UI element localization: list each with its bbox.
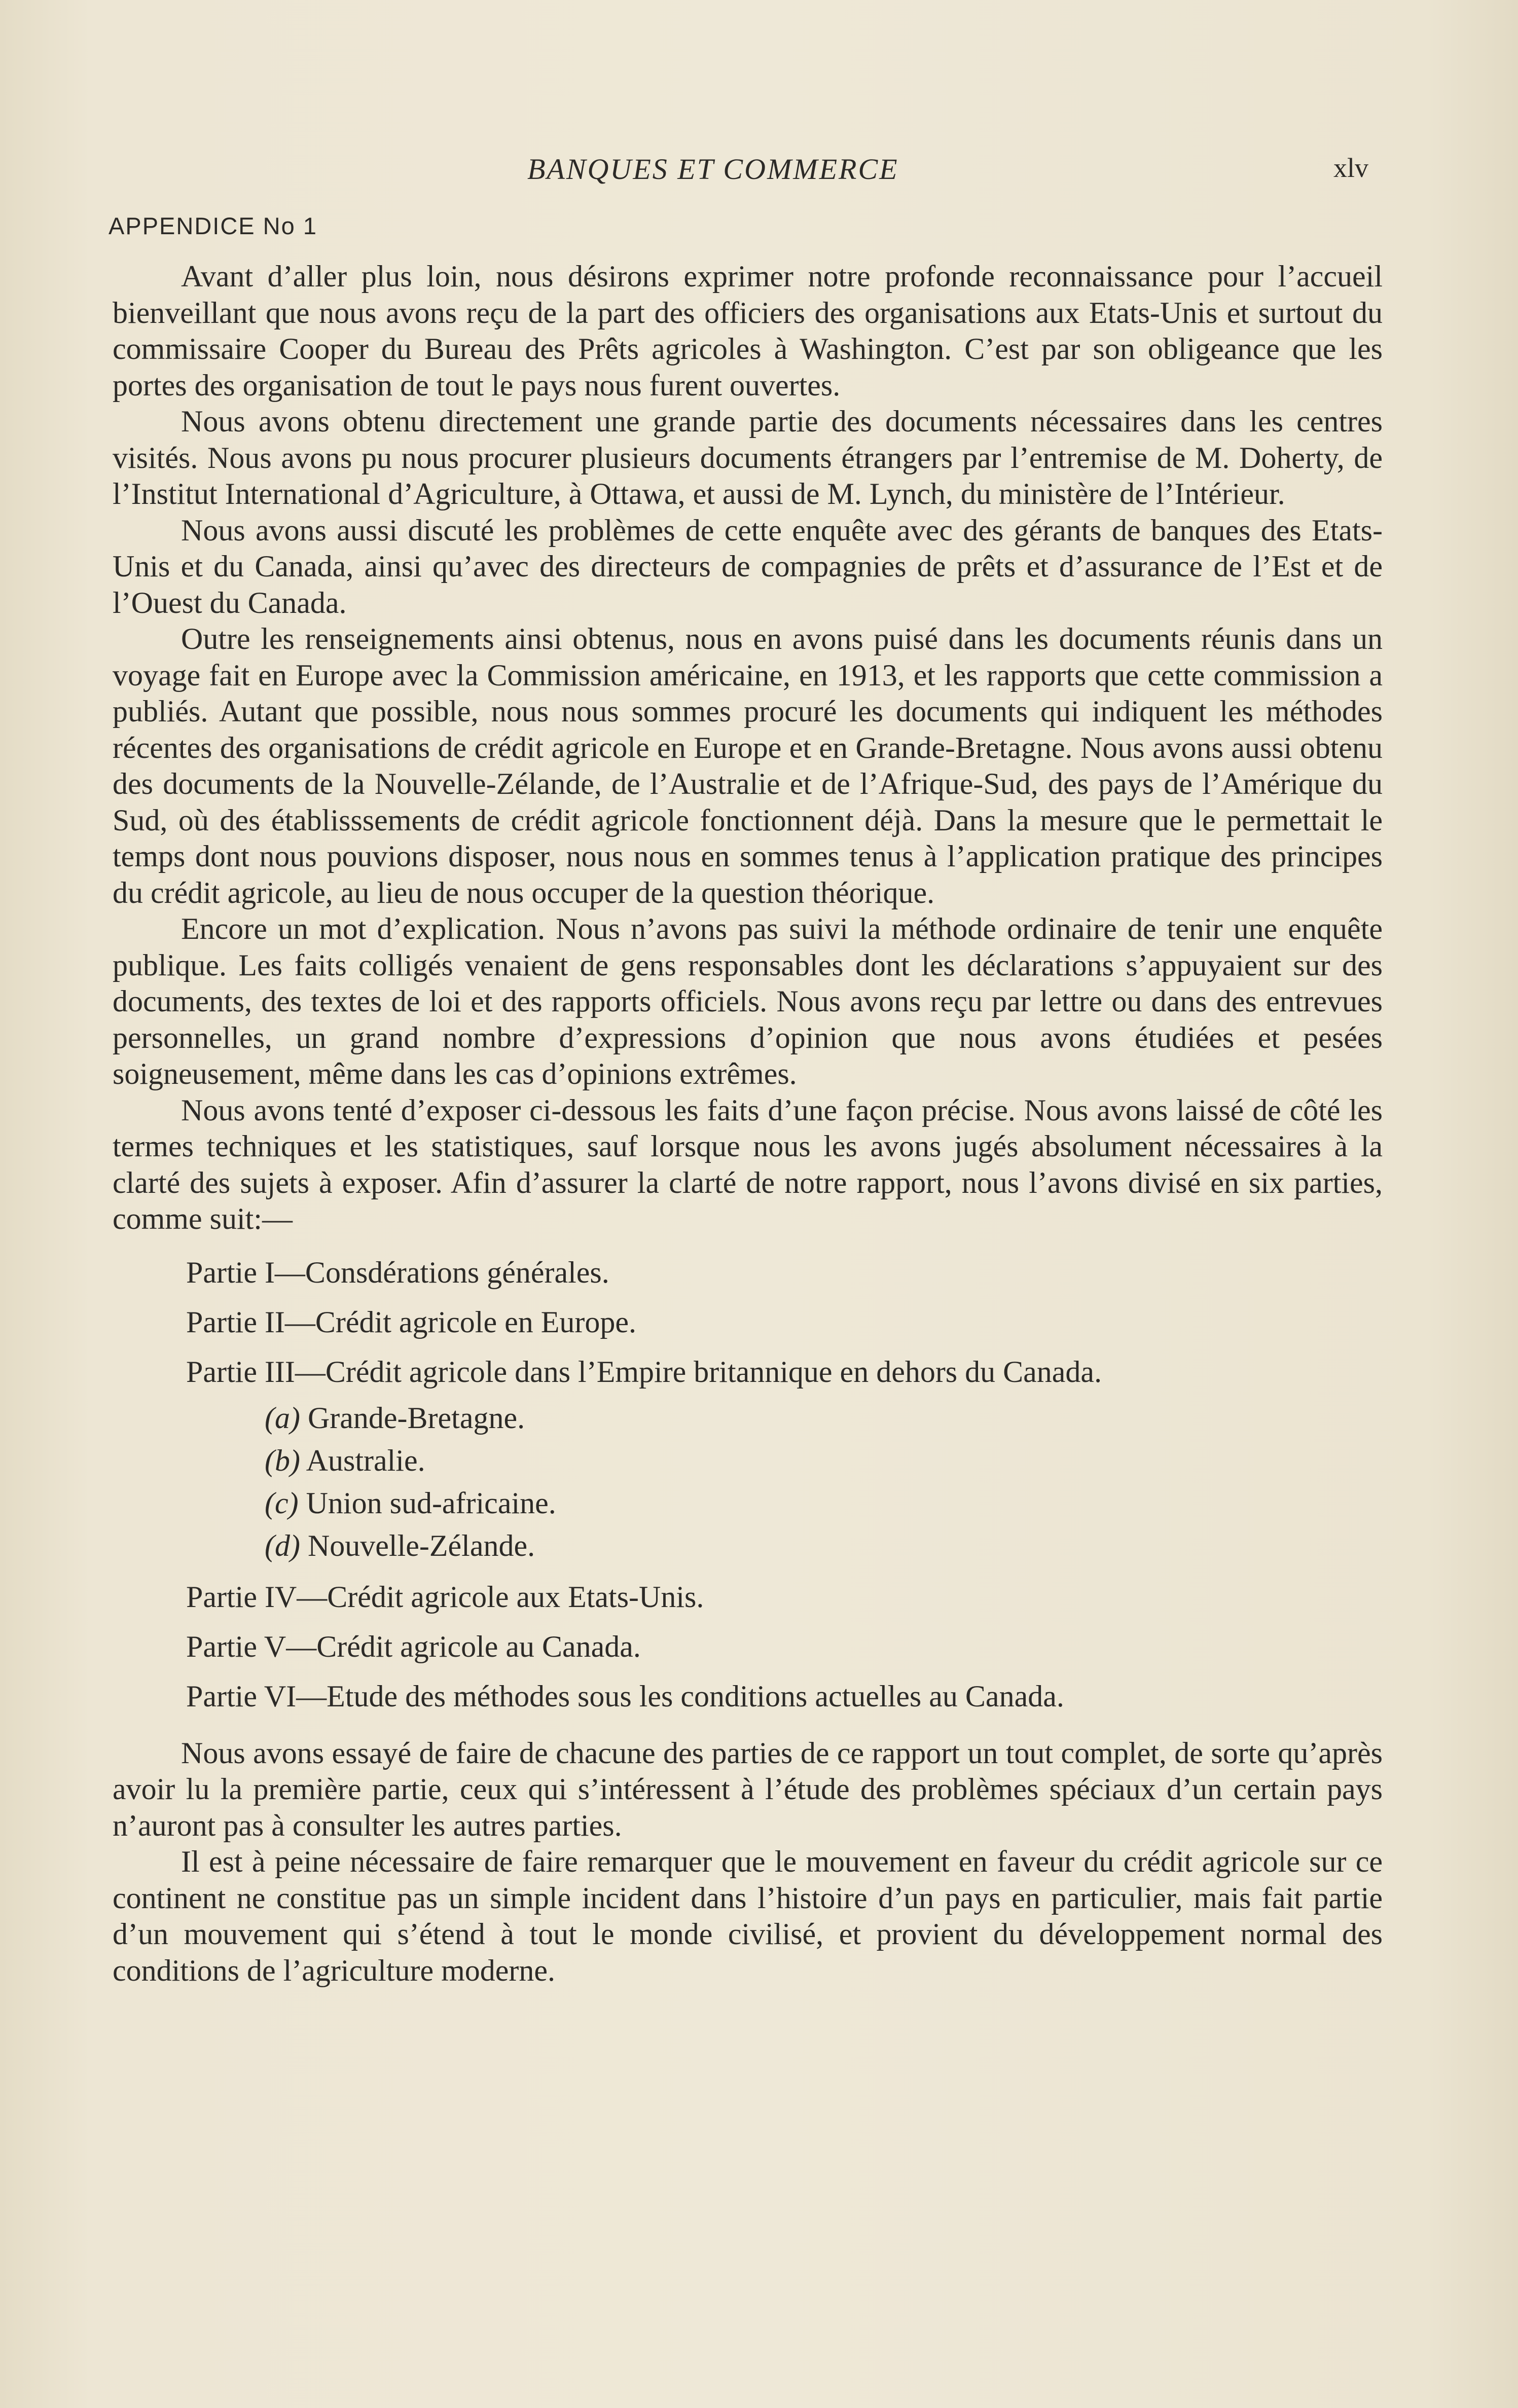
outline-part-6: Partie VI—Etude des méthodes sous les conditions actuelles au Canada.	[186, 1679, 1064, 1713]
paragraph-completeness: Nous avons essayé de faire de chacune des parties de ce rapport un tout complet, de sorte qu’après avoir lu la première partie, ceux qui s’intéressent à l’étude des problèmes spéciaux d’un certain pays n’auront pas à consulter les autres parties.	[113, 1736, 1383, 1842]
paragraph-sources: Outre les renseignements ainsi obtenus, nous en avons puisé dans les documents réunis dans un voyage fait en Europe avec la Commission américaine, en 1913, et les rapports que cette commission a publiés. Autant que possible, nous nous sommes procuré les documents qui indiquent les méthodes récentes des organisations de crédit agricole en Europe et en Grande-Bretagne. Nous avons aussi obtenu des documents de la Nouvelle-Zélande, de l’Australie et de l’Afrique-Sud, des pays de l’Amérique du Sud, où des établisssements de crédit agricole fonctionnent déjà. Dans la mesure que le permettait le temps dont nous pouvions disposer, nous nous en sommes tenus à l’application pratique des principes du crédit agricole, au lieu de nous occuper de la question théorique.	[113, 622, 1383, 909]
outline-part-1: Partie I—Consdérations générales.	[186, 1255, 609, 1289]
outline-subpart	[113, 1524, 1383, 1567]
subpart-letter: (a)	[265, 1401, 300, 1435]
report-outline	[113, 1248, 1383, 1721]
paragraph-movement: Il est à peine nécessaire de faire remarquer que le mouvement en faveur du crédit agricole sur ce continent ne constitue pas un simple incident dans l’histoire d’un pays en particulier, mais fait partie d’un mouvement qui s’étend à tout le monde civilisé, et provient du développement normal des conditions de l’agriculture moderne.	[113, 1845, 1383, 1987]
subpart-text: Union sud-africaine.	[306, 1486, 556, 1520]
subpart-text: Australie.	[306, 1443, 425, 1477]
subpart-text: Grande-Bretagne.	[307, 1401, 525, 1435]
page-number: xlv	[1333, 153, 1369, 183]
subpart-letter: (d)	[265, 1528, 300, 1562]
outline-part-5: Partie V—Crédit agricole au Canada.	[186, 1629, 641, 1663]
appendix-label: APPENDICE No 1	[109, 212, 317, 239]
outline-part-2: Partie II—Crédit agricole en Europe.	[186, 1305, 636, 1339]
subpart-letter: (c)	[265, 1486, 299, 1520]
paragraph-structure: Nous avons tenté d’exposer ci-dessous les faits d’une façon précise. Nous avons laissé de côté les termes techniques et les statistiques, sauf lorsque nous les avons jugés absolument nécessaires à la clarté des sujets à exposer. Afin d’assurer la clarté de notre rapport, nous l’avons divisé en six parties, comme suit:—	[113, 1093, 1383, 1235]
subpart-text: Nouvelle-Zélande.	[307, 1528, 535, 1562]
subpart-letter: (b)	[265, 1443, 300, 1477]
paragraph-method: Encore un mot d’explication. Nous n’avons pas suivi la méthode ordinaire de tenir une enquête publique. Les faits colligés venaient de gens responsables dont les déclarations s’appuyaient sur des documents, des textes de loi et des rapports officiels. Nous avons reçu par lettre ou dans des entrevues personnelles, un grand nombre d’expressions d’opinion que nous avons étudiées et pesées soigneusement, même dans les cas d’opinions extrêmes.	[113, 912, 1383, 1090]
body-text	[113, 259, 1383, 1989]
outline-subpart	[113, 1482, 1383, 1524]
outline-part-4: Partie IV—Crédit agricole aux Etats-Unis.	[186, 1580, 704, 1614]
outline-subpart	[113, 1397, 1383, 1439]
paragraph-discussions: Nous avons aussi discuté les problèmes de cette enquête avec des gérants de banques des Etats-Unis et du Canada, ainsi qu’avec des directeurs de compagnies de prêts et d’assurance de l’Est et de l’Ouest du Canada.	[113, 513, 1383, 619]
outline-part-3: Partie III—Crédit agricole dans l’Empire britannique en dehors du Canada.	[186, 1355, 1102, 1389]
paragraph-documents: Nous avons obtenu directement une grande partie des documents nécessaires dans les centres visités. Nous avons pu nous procurer plusieurs documents étrangers par l’entremise de M. Doherty, de l’Institut International d’Agriculture, à Ottawa, et aussi de M. Lynch, du ministère de l’Intérieur.	[113, 405, 1383, 510]
outline-subpart	[113, 1439, 1383, 1482]
running-title: BANQUES ET COMMERCE	[527, 153, 899, 186]
paragraph-acknowledgements: Avant d’aller plus loin, nous désirons exprimer notre profonde reconnaissance pour l’accueil bienveillant que nous avons reçu de la part des officiers des organisations aux Etats-Unis et surtout du commissaire Cooper du Bureau des Prêts agricoles à Washington. C’est par son obligeance que les portes des organisation de tout le pays nous furent ouvertes.	[113, 260, 1383, 402]
